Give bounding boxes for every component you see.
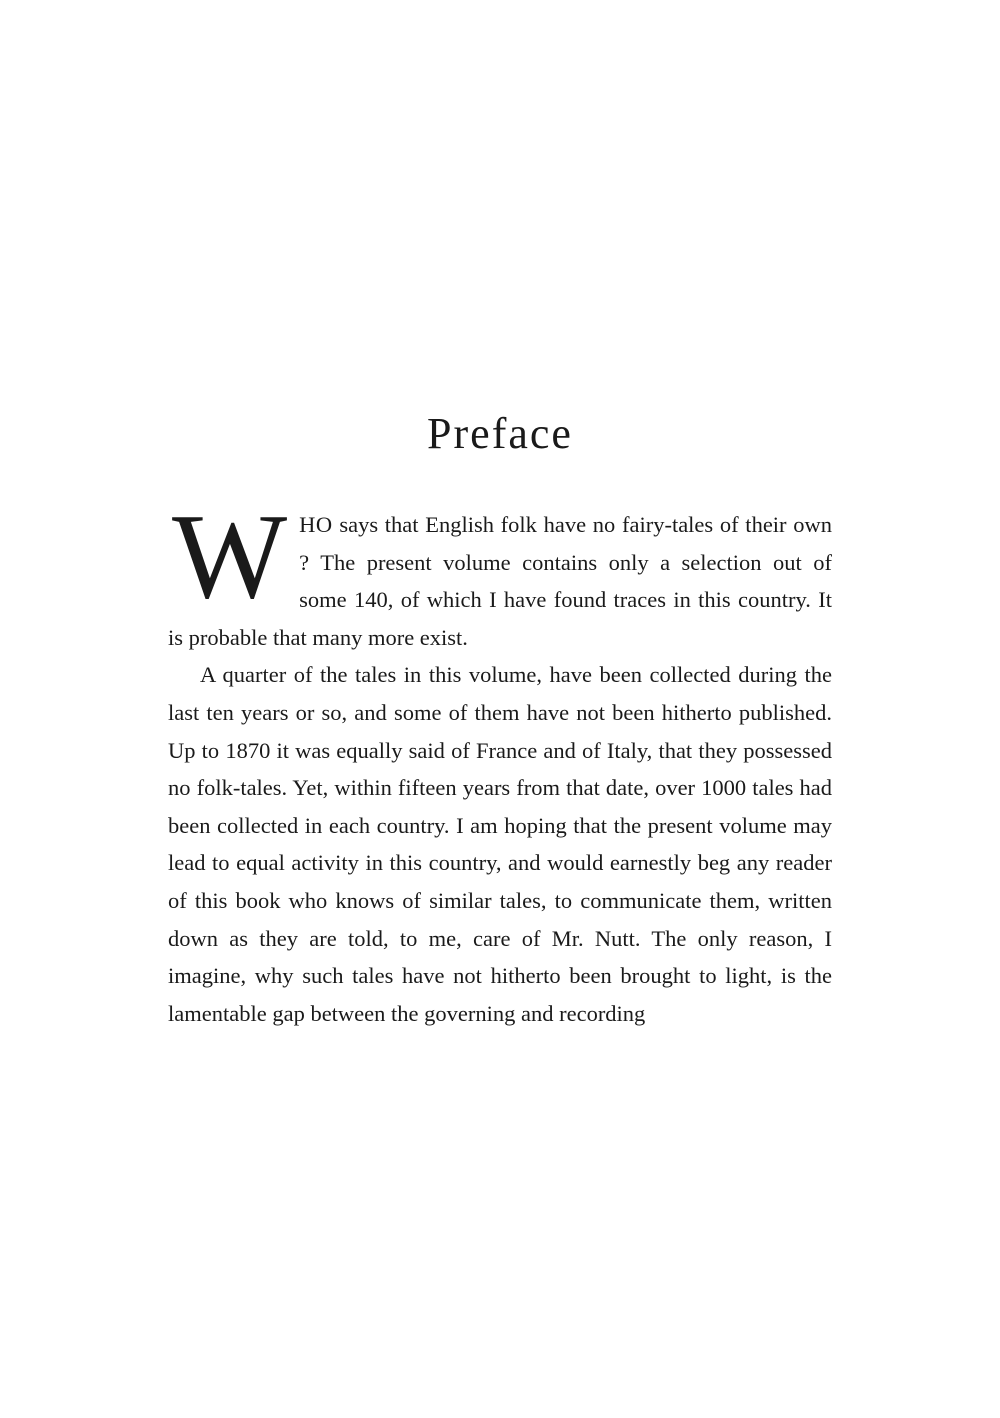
paragraph-2: A quarter of the tales in this volume, have been collected during the last ten years or so, and some of them have not been hitherto published. Up to 1870 it was equally said of France and of Italy, that they possessed no folk-tales. Yet, within fifteen years from that date, over 1000 tales had been collected in each country. I am hoping that the present volume may lead to equal activity in this country, and would earnestly beg any reader of this book who knows of similar tales, to communicate them, written down as they are told, to me, care of Mr. Nutt. The only reason, I imagine, why such tales have not hitherto been brought to light, is the lamentable gap between the governing and recording [168, 662, 832, 1026]
preface-body [168, 489, 832, 1032]
paragraph-1-text: says that English folk have no fairy-tales of their own ? The present volume contains only a selection out of some 140, of which I have found traces in this country. It is probable that many more exist. [168, 512, 832, 650]
paragraph-1 [168, 489, 832, 656]
lead-word: HO [299, 512, 333, 537]
drop-cap: W [172, 489, 288, 624]
page-title: Preface [427, 409, 573, 458]
